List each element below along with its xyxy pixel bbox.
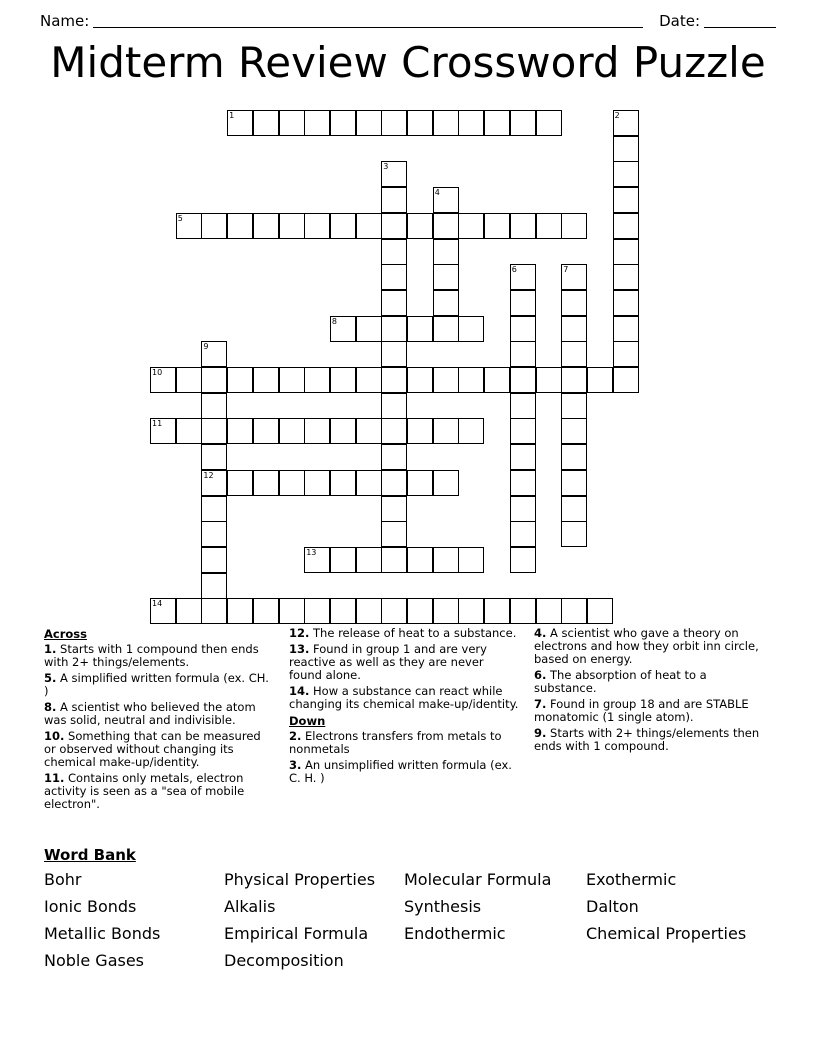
grid-cell[interactable] [227, 598, 253, 624]
clue-column-1 [44, 627, 289, 814]
grid-cell-number: 11 [152, 419, 163, 429]
grid-cell[interactable] [613, 239, 639, 265]
grid-cell[interactable] [381, 239, 407, 265]
word-bank-item[interactable]: Decomposition [224, 951, 344, 970]
clue-text: An unsimplified written formula (ex. C. H. ) [289, 758, 512, 785]
grid-cell[interactable] [176, 418, 202, 444]
clue-text: Electrons transfers from metals to nonmetals [289, 729, 502, 756]
grid-cell[interactable] [356, 598, 382, 624]
name-label: Name: [40, 12, 90, 30]
grid-cell[interactable] [587, 367, 613, 393]
grid-cell[interactable] [381, 264, 407, 290]
grid-cell[interactable] [433, 316, 459, 342]
clue-down-2 [289, 730, 520, 756]
grid-cell[interactable] [201, 341, 227, 367]
grid-cell[interactable] [150, 418, 176, 444]
grid-cell[interactable] [613, 213, 639, 239]
grid-cell[interactable] [587, 598, 613, 624]
grid-cell-number: 12 [203, 470, 214, 480]
grid-cell[interactable] [150, 367, 176, 393]
grid-cell[interactable] [458, 367, 484, 393]
grid-cell[interactable] [381, 290, 407, 316]
clue-down-7 [534, 698, 766, 724]
grid-cell[interactable] [330, 418, 356, 444]
grid-cell[interactable] [561, 341, 587, 367]
grid-cell[interactable] [279, 598, 305, 624]
grid-cell[interactable] [407, 598, 433, 624]
grid-cell[interactable] [150, 598, 176, 624]
grid-cell[interactable] [176, 598, 202, 624]
grid-cell[interactable] [356, 418, 382, 444]
grid-cell[interactable] [304, 213, 330, 239]
clue-across-10 [44, 730, 275, 769]
grid-cell[interactable] [176, 367, 202, 393]
grid-cell[interactable] [510, 393, 536, 419]
grid-cell[interactable] [433, 213, 459, 239]
grid-cell-number: 1 [229, 111, 235, 120]
clue-text: The absorption of heat to a substance. [534, 668, 707, 695]
grid-cell[interactable] [330, 598, 356, 624]
word-bank-item[interactable]: Dalton [586, 897, 639, 916]
clue-number: 10. [44, 729, 65, 743]
clue-text: Starts with 2+ things/elements then ends with 1 compound. [534, 726, 760, 753]
grid-cell[interactable] [433, 187, 459, 213]
grid-cell[interactable] [510, 521, 536, 547]
grid-cell[interactable] [433, 547, 459, 573]
grid-cell[interactable] [381, 470, 407, 496]
grid-cell[interactable] [561, 264, 587, 290]
grid-cell[interactable] [613, 161, 639, 187]
grid-cell[interactable] [613, 316, 639, 342]
grid-cell[interactable] [536, 598, 562, 624]
grid-cell-number: 2 [614, 111, 620, 120]
grid-cell[interactable] [279, 367, 305, 393]
word-bank-item[interactable]: Empirical Formula [224, 924, 369, 943]
grid-cell[interactable] [561, 418, 587, 444]
clue-number: 12. [289, 626, 310, 640]
grid-cell-number: 3 [383, 162, 389, 172]
grid-cell-number: 7 [563, 265, 569, 275]
grid-cell[interactable] [381, 598, 407, 624]
grid-cell[interactable] [356, 547, 382, 573]
grid-cell[interactable] [227, 470, 253, 496]
grid-cell[interactable] [381, 187, 407, 213]
clue-across-11 [44, 772, 275, 811]
grid-cell[interactable] [484, 213, 510, 239]
grid-cell[interactable] [561, 290, 587, 316]
grid-cell[interactable] [561, 393, 587, 419]
grid-cell[interactable] [381, 393, 407, 419]
clue-across-5 [44, 672, 275, 698]
grid-cell[interactable] [510, 290, 536, 316]
grid-cell[interactable] [433, 418, 459, 444]
grid-cell[interactable] [381, 547, 407, 573]
grid-cell[interactable] [201, 573, 227, 599]
grid-cell[interactable] [613, 290, 639, 316]
word-bank-item[interactable]: Noble Gases [44, 951, 145, 970]
grid-cell[interactable] [433, 110, 459, 136]
clue-number: 14. [289, 684, 310, 698]
grid-cell[interactable] [330, 470, 356, 496]
grid-cell[interactable] [561, 316, 587, 342]
grid-cell[interactable] [613, 136, 639, 162]
grid-cell[interactable] [330, 547, 356, 573]
grid-cell[interactable] [510, 316, 536, 342]
grid-cell[interactable] [201, 418, 227, 444]
word-bank-item[interactable]: Metallic Bonds [44, 924, 161, 943]
grid-cell[interactable] [356, 110, 382, 136]
grid-cell[interactable] [613, 187, 639, 213]
grid-cell[interactable] [381, 341, 407, 367]
grid-cell[interactable] [381, 213, 407, 239]
grid-cell[interactable] [201, 547, 227, 573]
clue-across-12 [289, 627, 520, 640]
clue-number: 1. [44, 642, 57, 656]
grid-cell[interactable] [458, 213, 484, 239]
grid-cell-number: 4 [434, 188, 440, 198]
grid-cell[interactable] [407, 316, 433, 342]
clue-number: 11. [44, 771, 65, 785]
grid-cell-number: 6 [511, 265, 517, 275]
clue-text: Starts with 1 compound then ends with 2+ things/elements. [44, 642, 259, 669]
clue-number: 6. [534, 668, 547, 682]
word-bank-item[interactable]: Molecular Formula [404, 870, 552, 889]
grid-cell[interactable] [304, 598, 330, 624]
grid-cell[interactable] [613, 110, 639, 136]
grid-cell[interactable] [381, 418, 407, 444]
grid-cell[interactable] [510, 470, 536, 496]
grid-cell[interactable] [433, 598, 459, 624]
grid-cell[interactable] [381, 316, 407, 342]
grid-cell-number: 10 [152, 368, 163, 377]
grid-cell-number: 14 [152, 599, 163, 609]
grid-cell[interactable] [407, 418, 433, 444]
clue-text: A scientist who believed the atom was solid, neutral and indivisible. [44, 700, 256, 727]
grid-cell[interactable] [407, 547, 433, 573]
grid-cell[interactable] [458, 547, 484, 573]
word-bank-grid [44, 867, 784, 974]
grid-cell[interactable] [510, 213, 536, 239]
grid-cell[interactable] [253, 470, 279, 496]
clue-number: 7. [534, 697, 547, 711]
grid-cell[interactable] [561, 598, 587, 624]
grid-cell[interactable] [381, 161, 407, 187]
grid-cell[interactable] [510, 496, 536, 522]
grid-cell[interactable] [407, 470, 433, 496]
clues-section [44, 627, 780, 814]
grid-cell[interactable] [433, 264, 459, 290]
grid-cell[interactable] [227, 110, 253, 136]
grid-cell[interactable] [201, 598, 227, 624]
grid-cell[interactable] [330, 213, 356, 239]
word-bank-heading: Word Bank [44, 846, 136, 864]
grid-cell[interactable] [381, 367, 407, 393]
grid-cell[interactable] [381, 110, 407, 136]
clue-number: 13. [289, 642, 310, 656]
word-bank-item[interactable]: Ionic Bonds [44, 897, 137, 916]
clue-number: 8. [44, 700, 57, 714]
clue-column-3 [534, 627, 780, 814]
grid-cell[interactable] [484, 110, 510, 136]
grid-cell[interactable] [510, 547, 536, 573]
word-bank-item[interactable]: Bohr [44, 870, 82, 889]
clue-across-13 [289, 643, 520, 682]
grid-cell[interactable] [407, 367, 433, 393]
grid-cell[interactable] [433, 367, 459, 393]
grid-cell[interactable] [304, 367, 330, 393]
grid-cell[interactable] [201, 496, 227, 522]
grid-cell[interactable] [510, 264, 536, 290]
grid-cell[interactable] [433, 470, 459, 496]
grid-cell[interactable] [484, 598, 510, 624]
word-bank-item[interactable]: Synthesis [404, 897, 482, 916]
grid-cell[interactable] [253, 367, 279, 393]
clue-down-6 [534, 669, 766, 695]
clue-number: 2. [289, 729, 302, 743]
grid-cell[interactable] [381, 444, 407, 470]
clue-text: How a substance can react while changing its chemical make-up/identity. [289, 684, 519, 711]
grid-cell[interactable] [304, 110, 330, 136]
grid-cell[interactable] [510, 367, 536, 393]
grid-cell[interactable] [510, 110, 536, 136]
clue-number: 3. [289, 758, 302, 772]
clue-across-1 [44, 643, 275, 669]
grid-cell[interactable] [510, 418, 536, 444]
grid-cell[interactable] [201, 213, 227, 239]
clue-down-9 [534, 727, 766, 753]
grid-cell[interactable] [536, 367, 562, 393]
grid-cell[interactable] [279, 110, 305, 136]
grid-cell[interactable] [510, 341, 536, 367]
down-heading: Down [289, 714, 326, 728]
grid-cell[interactable] [561, 521, 587, 547]
grid-cell[interactable] [253, 418, 279, 444]
grid-cell[interactable] [407, 213, 433, 239]
grid-cell[interactable] [356, 213, 382, 239]
grid-cell[interactable] [253, 598, 279, 624]
across-heading: Across [44, 627, 87, 641]
grid-cell[interactable] [227, 367, 253, 393]
grid-cell[interactable] [253, 110, 279, 136]
clue-down-4 [534, 627, 766, 666]
clue-text: Found in group 1 and are very reactive as well as they are never found alone. [289, 642, 487, 682]
date-label: Date: [659, 12, 700, 30]
grid-cell[interactable] [381, 496, 407, 522]
word-bank-item[interactable]: Exothermic [586, 870, 677, 889]
clue-number: 5. [44, 671, 57, 685]
grid-cell[interactable] [613, 341, 639, 367]
grid-cell[interactable] [561, 213, 587, 239]
grid-cell[interactable] [356, 316, 382, 342]
grid-cell[interactable] [561, 470, 587, 496]
grid-cell[interactable] [458, 316, 484, 342]
grid-cell[interactable] [330, 110, 356, 136]
grid-cell[interactable] [227, 213, 253, 239]
grid-cell[interactable] [561, 444, 587, 470]
page-title: Midterm Review Crossword Puzzle [50, 38, 766, 87]
grid-cell-number: 9 [203, 342, 209, 352]
clue-across-14 [289, 685, 520, 711]
grid-cell[interactable] [253, 213, 279, 239]
grid-cell[interactable] [561, 367, 587, 393]
grid-cell[interactable] [201, 521, 227, 547]
grid-cell[interactable] [407, 110, 433, 136]
grid-cell[interactable] [433, 239, 459, 265]
grid-cell[interactable] [201, 393, 227, 419]
grid-cell-number: 13 [306, 547, 317, 557]
clue-text: Something that can be measured or observed without changing its chemical make-up/identity. [44, 729, 261, 769]
clue-text: Contains only metals, electron activity is seen as a "sea of mobile electron". [44, 771, 245, 811]
clue-text: A scientist who gave a theory on electrons and how they orbit inn circle, based on energy. [534, 626, 759, 666]
grid-cell[interactable] [201, 367, 227, 393]
grid-cell[interactable] [356, 470, 382, 496]
word-bank-item[interactable]: Chemical Properties [586, 924, 747, 943]
grid-cell[interactable] [458, 418, 484, 444]
grid-cell[interactable] [304, 547, 330, 573]
grid-cell[interactable] [510, 598, 536, 624]
clue-number: 4. [534, 626, 547, 640]
word-bank-empty [404, 948, 586, 974]
grid-cell[interactable] [304, 418, 330, 444]
clue-text: The release of heat to a substance. [313, 626, 517, 640]
grid-cell[interactable] [279, 213, 305, 239]
word-bank-item[interactable]: Endothermic [404, 924, 506, 943]
grid-cell[interactable] [304, 470, 330, 496]
grid-cell[interactable] [227, 418, 253, 444]
grid-cell[interactable] [279, 418, 305, 444]
clue-across-8 [44, 701, 275, 727]
grid-cell[interactable] [381, 521, 407, 547]
grid-cell[interactable] [510, 444, 536, 470]
grid-cell[interactable] [613, 264, 639, 290]
grid-cell[interactable] [330, 316, 356, 342]
grid-cell-number: 5 [177, 213, 183, 223]
grid-cell[interactable] [484, 367, 510, 393]
grid-cell[interactable] [176, 213, 202, 239]
word-bank-item[interactable]: Alkalis [224, 897, 276, 916]
grid-cell[interactable] [458, 598, 484, 624]
grid-cell[interactable] [201, 470, 227, 496]
grid-cell[interactable] [536, 110, 562, 136]
grid-cell[interactable] [536, 213, 562, 239]
grid-cell[interactable] [433, 290, 459, 316]
grid-cell[interactable] [458, 110, 484, 136]
grid-cell[interactable] [201, 444, 227, 470]
word-bank-empty [586, 948, 784, 974]
clue-down-3 [289, 759, 520, 785]
grid-cell-number: 8 [331, 316, 337, 326]
grid-cell[interactable] [279, 470, 305, 496]
grid-cell[interactable] [330, 367, 356, 393]
word-bank-section [44, 845, 784, 974]
clue-number: 9. [534, 726, 547, 740]
grid-cell[interactable] [613, 367, 639, 393]
clue-column-2 [289, 627, 534, 814]
grid-cell[interactable] [561, 496, 587, 522]
clue-text: A simplified written formula (ex. CH. ) [44, 671, 269, 698]
word-bank-item[interactable]: Physical Properties [224, 870, 376, 889]
clue-text: Found in group 18 and are STABLE monatomic (1 single atom). [534, 697, 749, 724]
grid-cell[interactable] [356, 367, 382, 393]
